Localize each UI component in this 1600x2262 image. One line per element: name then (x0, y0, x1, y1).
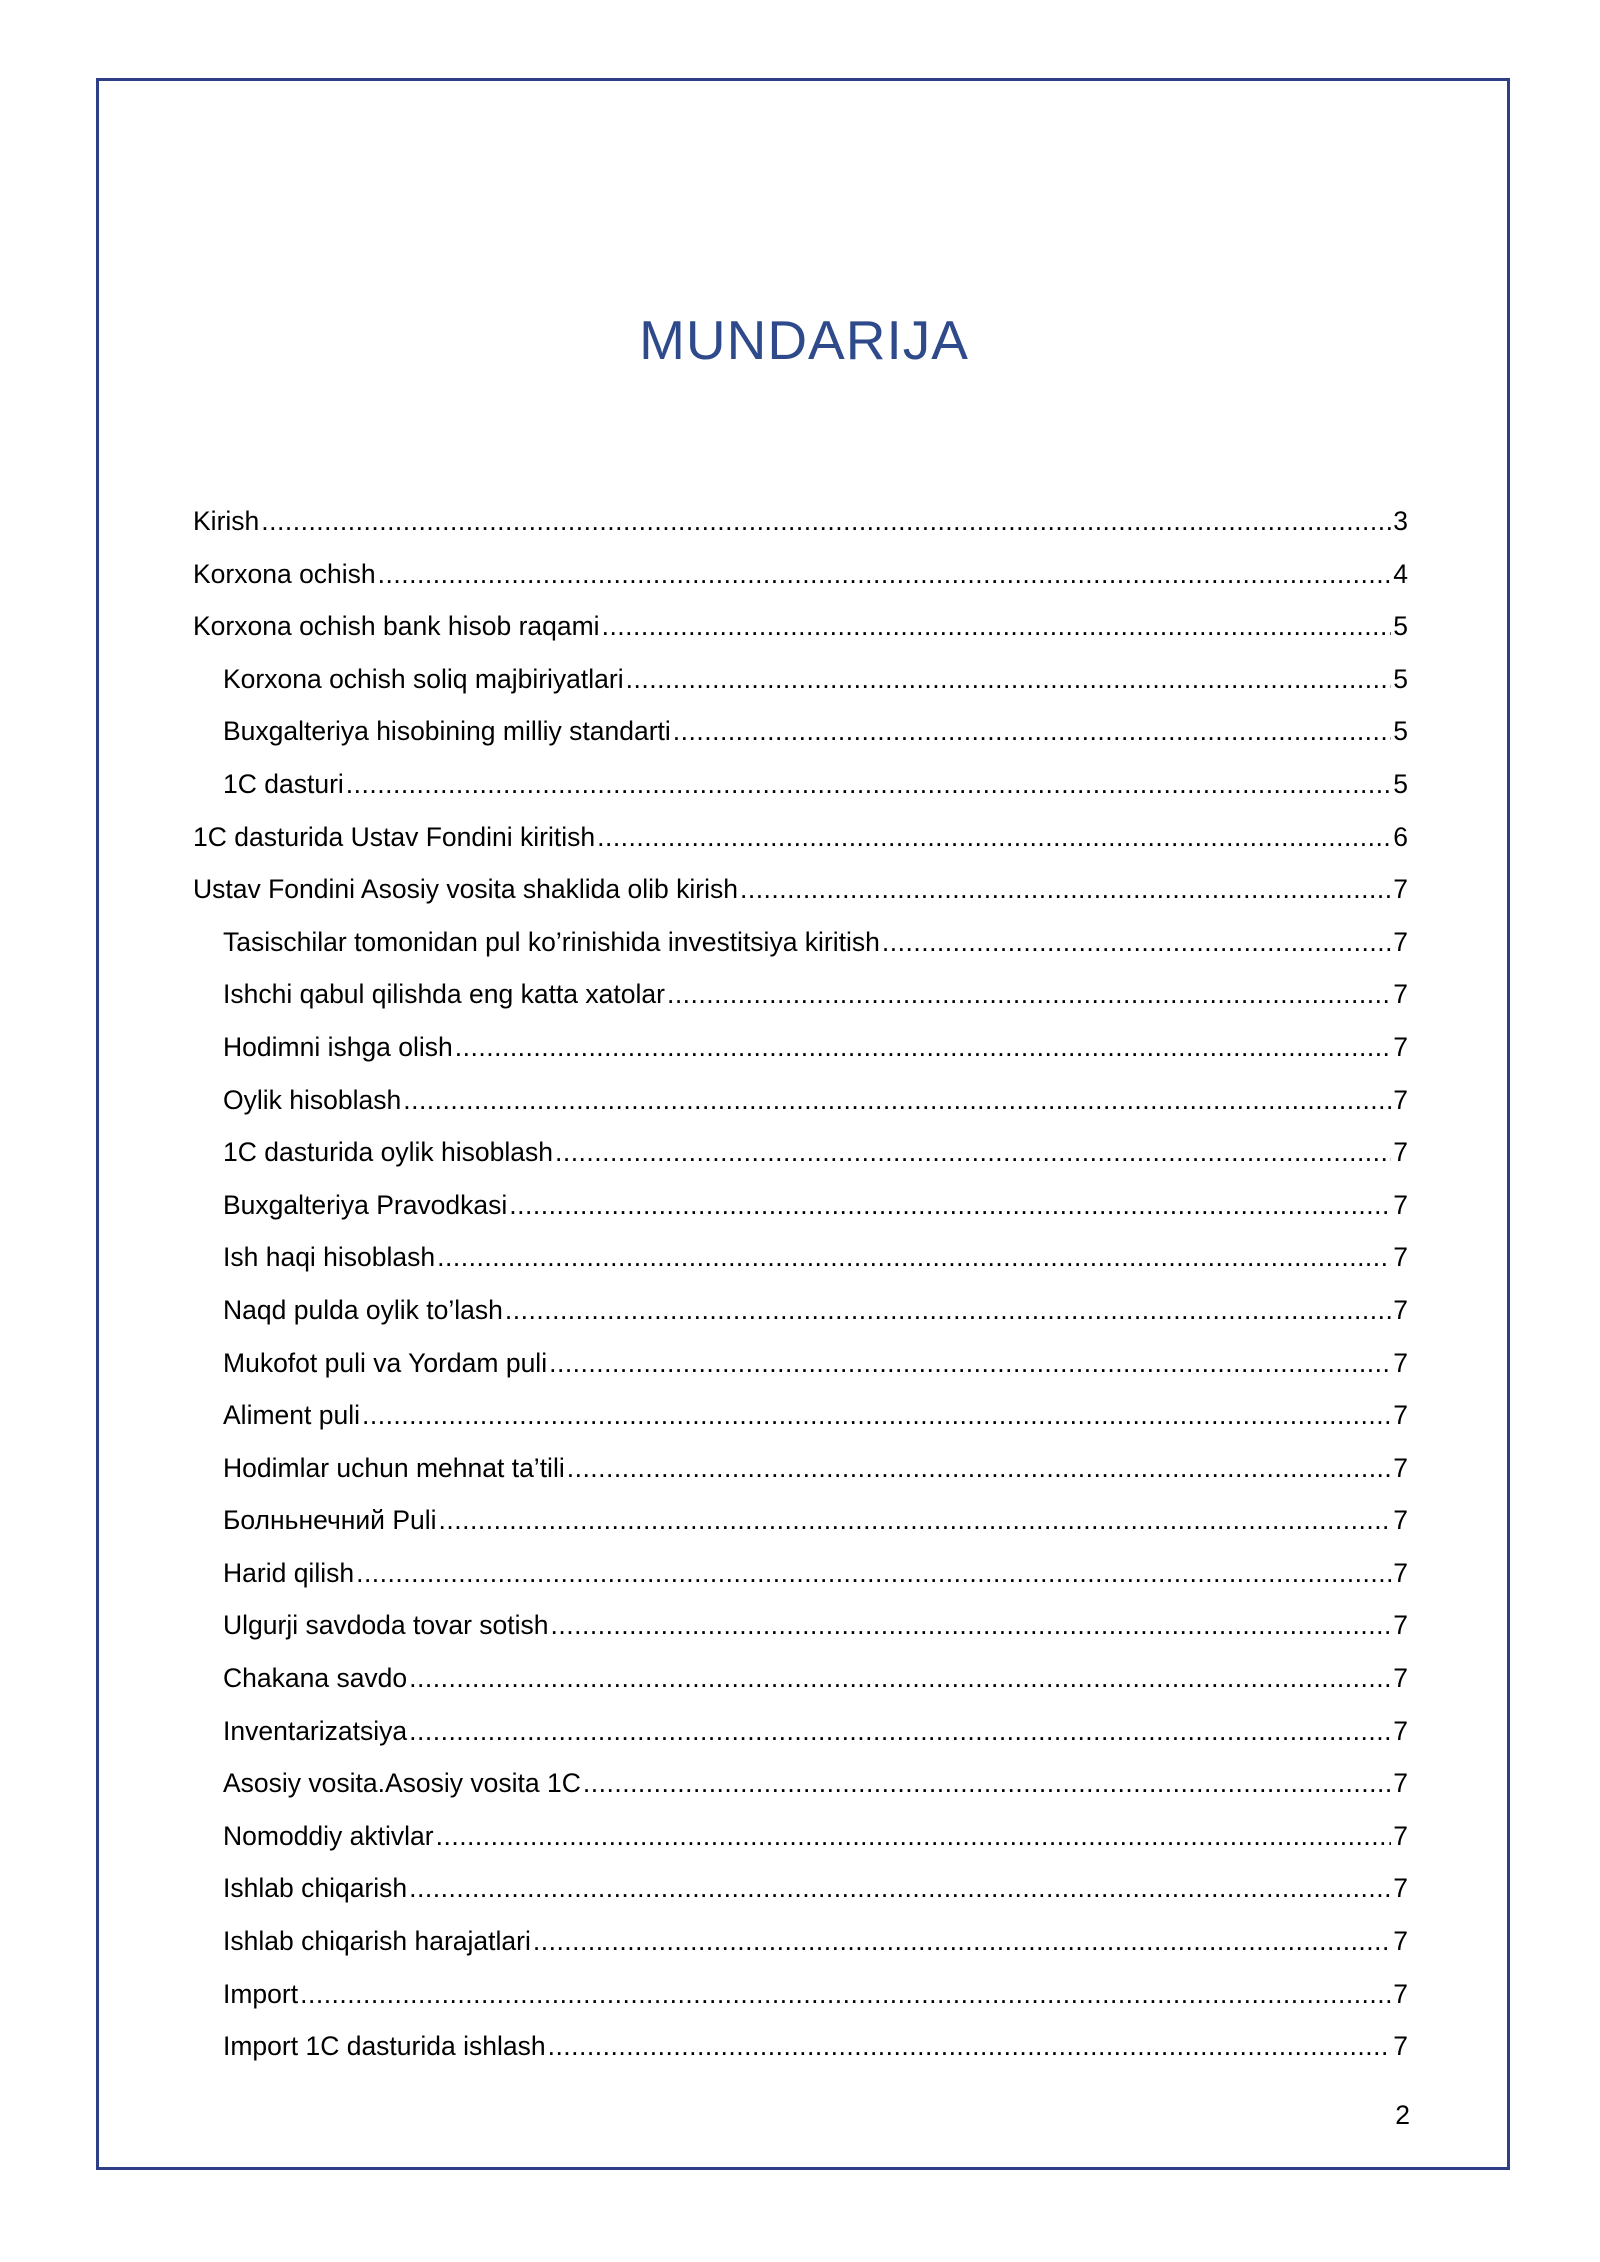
toc-dot-leader (378, 548, 1392, 601)
toc-dot-leader (409, 1652, 1391, 1705)
toc-entry-page: 7 (1393, 1084, 1408, 1115)
toc-entry-text: Korxona ochish soliq majbiriyatlari (223, 663, 624, 694)
toc-entry-text: Ulgurji savdoda tovar sotish (223, 1610, 549, 1641)
toc-dot-leader (403, 1074, 1391, 1127)
toc-entry-text: Chakana savdo (223, 1663, 408, 1694)
toc-dot-leader (455, 1021, 1391, 1074)
toc-dot-leader (548, 2020, 1392, 2073)
toc-entry-text: 1C dasturi (223, 768, 344, 799)
toc-dot-leader (356, 1547, 1391, 1600)
toc-entry[interactable] (193, 1599, 1408, 1652)
toc-entry-page: 7 (1393, 1137, 1408, 1168)
toc-entry-page: 7 (1393, 1663, 1408, 1694)
toc-dot-leader (740, 863, 1391, 916)
toc-entry[interactable] (193, 1494, 1408, 1547)
toc-entry-page: 5 (1393, 768, 1408, 799)
toc-entry-page: 5 (1393, 716, 1408, 747)
toc-entry-text: Buxgalteriya hisobining milliy standarti (223, 716, 671, 747)
toc-entry[interactable] (193, 1705, 1408, 1758)
toc-entry[interactable] (193, 916, 1408, 969)
toc-entry[interactable] (193, 1021, 1408, 1074)
toc-entry-page: 7 (1393, 1400, 1408, 1431)
toc-entry[interactable] (193, 811, 1408, 864)
toc-dot-leader (509, 1179, 1391, 1232)
toc-entry[interactable] (193, 1074, 1408, 1127)
toc-entry-text: Ustav Fondini Asosiy vosita shaklida olib kirish (193, 874, 738, 905)
table-of-contents (193, 495, 1408, 2073)
toc-dot-leader (362, 1389, 1391, 1442)
toc-entry[interactable] (193, 1810, 1408, 1863)
toc-entry-page: 7 (1393, 1610, 1408, 1641)
toc-entry-page: 7 (1393, 1347, 1408, 1378)
toc-entry[interactable] (193, 1915, 1408, 1968)
toc-entry-text: Aliment puli (223, 1400, 360, 1431)
toc-entry[interactable] (193, 1179, 1408, 1232)
toc-entry-text: Kirish (193, 506, 260, 536)
toc-entry[interactable] (193, 863, 1408, 916)
toc-dot-leader (439, 1494, 1392, 1547)
toc-entry-page: 7 (1393, 874, 1408, 905)
toc-entry-page: 7 (1393, 1978, 1408, 2009)
toc-dot-leader (626, 653, 1392, 706)
toc-entry-text: Ish haqi hisoblash (223, 1242, 436, 1273)
toc-entry[interactable] (193, 1547, 1408, 1600)
toc-dot-leader (555, 1126, 1391, 1179)
toc-entry-text: Korxona ochish (193, 558, 376, 589)
toc-dot-leader (261, 495, 1391, 548)
toc-entry[interactable] (193, 1757, 1408, 1810)
toc-entry-page: 7 (1393, 1873, 1408, 1904)
toc-entry-text: Naqd pulda oylik to’lash (223, 1294, 503, 1325)
toc-entry-text: Asosiy vosita.Asosiy vosita 1C (223, 1768, 581, 1799)
toc-entry[interactable] (193, 653, 1408, 706)
toc-entry-page: 7 (1393, 1557, 1408, 1588)
toc-dot-leader (346, 758, 1391, 811)
toc-entry[interactable] (193, 705, 1408, 758)
toc-entry[interactable] (193, 600, 1408, 653)
toc-entry-text: Ishlab chiqarish harajatlari (223, 1926, 531, 1957)
toc-dot-leader (597, 811, 1391, 864)
toc-entry[interactable] (193, 758, 1408, 811)
toc-entry-text: Nomoddiy aktivlar (223, 1820, 434, 1851)
toc-dot-leader (549, 1337, 1391, 1390)
toc-entry[interactable] (193, 1389, 1408, 1442)
toc-entry-page: 7 (1393, 979, 1408, 1010)
toc-dot-leader (505, 1284, 1391, 1337)
toc-entry[interactable] (193, 1126, 1408, 1179)
toc-entry[interactable] (193, 2020, 1408, 2073)
toc-entry-page: 7 (1393, 1452, 1408, 1483)
toc-entry[interactable] (193, 1284, 1408, 1337)
toc-entry-text: Hodimlar uchun mehnat ta’tili (223, 1452, 565, 1483)
toc-entry-text: Oylik hisoblash (223, 1084, 402, 1115)
toc-entry-text: Болньнечний Puli (223, 1505, 437, 1536)
toc-dot-leader (602, 600, 1392, 653)
toc-entry-page: 7 (1393, 1715, 1408, 1746)
toc-entry-text: Korxona ochish bank hisob raqami (193, 611, 600, 642)
toc-entry-text: Inventarizatsiya (223, 1715, 408, 1746)
toc-dot-leader (583, 1757, 1391, 1810)
toc-entry[interactable] (193, 548, 1408, 601)
toc-entry[interactable] (193, 1968, 1408, 2021)
toc-entry-page: 6 (1393, 821, 1408, 852)
toc-dot-leader (409, 1862, 1391, 1915)
toc-dot-leader (436, 1810, 1392, 1863)
toc-entry-page: 7 (1393, 1926, 1408, 1957)
toc-entry-text: Ishchi qabul qilishda eng katta xatolar (223, 979, 665, 1010)
toc-dot-leader (551, 1599, 1392, 1652)
toc-dot-leader (667, 968, 1391, 1021)
toc-dot-leader (437, 1231, 1391, 1284)
toc-dot-leader (567, 1442, 1392, 1495)
toc-dot-leader (533, 1915, 1391, 1968)
toc-entry-text: Tasischilar tomonidan pul ko’rinishida investitsiya kiritish (223, 926, 880, 957)
toc-entry-page: 7 (1393, 1768, 1408, 1799)
toc-entry[interactable] (193, 1862, 1408, 1915)
toc-entry-text: Mukofot puli va Yordam puli (223, 1347, 548, 1378)
toc-entry-text: 1C dasturida Ustav Fondini kiritish (193, 821, 596, 852)
page-number: 2 (1395, 2100, 1410, 2130)
toc-entry-text: 1C dasturida oylik hisoblash (223, 1137, 553, 1168)
toc-entry-page: 4 (1393, 558, 1408, 589)
toc-entry[interactable] (193, 968, 1408, 1021)
toc-entry-page: 7 (1393, 1820, 1408, 1851)
toc-dot-leader (882, 916, 1391, 969)
toc-entry[interactable] (193, 1652, 1408, 1705)
toc-title: MUNDARIJA (639, 308, 969, 371)
toc-entry-page: 7 (1393, 1031, 1408, 1062)
toc-entry-text: Import (223, 1978, 299, 2009)
toc-entry-text: Buxgalteriya Pravodkasi (223, 1189, 508, 1220)
toc-entry-page: 3 (1393, 506, 1408, 536)
toc-entry-page: 7 (1393, 1242, 1408, 1273)
toc-entry-page: 7 (1393, 2031, 1408, 2062)
toc-entry-text: Harid qilish (223, 1557, 355, 1588)
toc-entry-text: Hodimni ishga olish (223, 1031, 453, 1062)
toc-entry-page: 5 (1393, 663, 1408, 694)
toc-entry-text: Import 1C dasturida ishlash (223, 2031, 546, 2062)
toc-dot-leader (409, 1705, 1391, 1758)
toc-entry[interactable] (193, 1231, 1408, 1284)
toc-entry-page: 7 (1393, 1189, 1408, 1220)
toc-entry-page: 5 (1393, 611, 1408, 642)
toc-dot-leader (673, 705, 1391, 758)
toc-entry-page: 7 (1393, 926, 1408, 957)
toc-entry-text: Ishlab chiqarish (223, 1873, 408, 1904)
toc-entry[interactable] (193, 1337, 1408, 1390)
toc-dot-leader (300, 1968, 1391, 2021)
toc-entry-page: 7 (1393, 1294, 1408, 1325)
toc-entry[interactable] (193, 1442, 1408, 1495)
toc-entry-page: 7 (1393, 1505, 1408, 1536)
toc-entry[interactable] (193, 495, 1408, 548)
